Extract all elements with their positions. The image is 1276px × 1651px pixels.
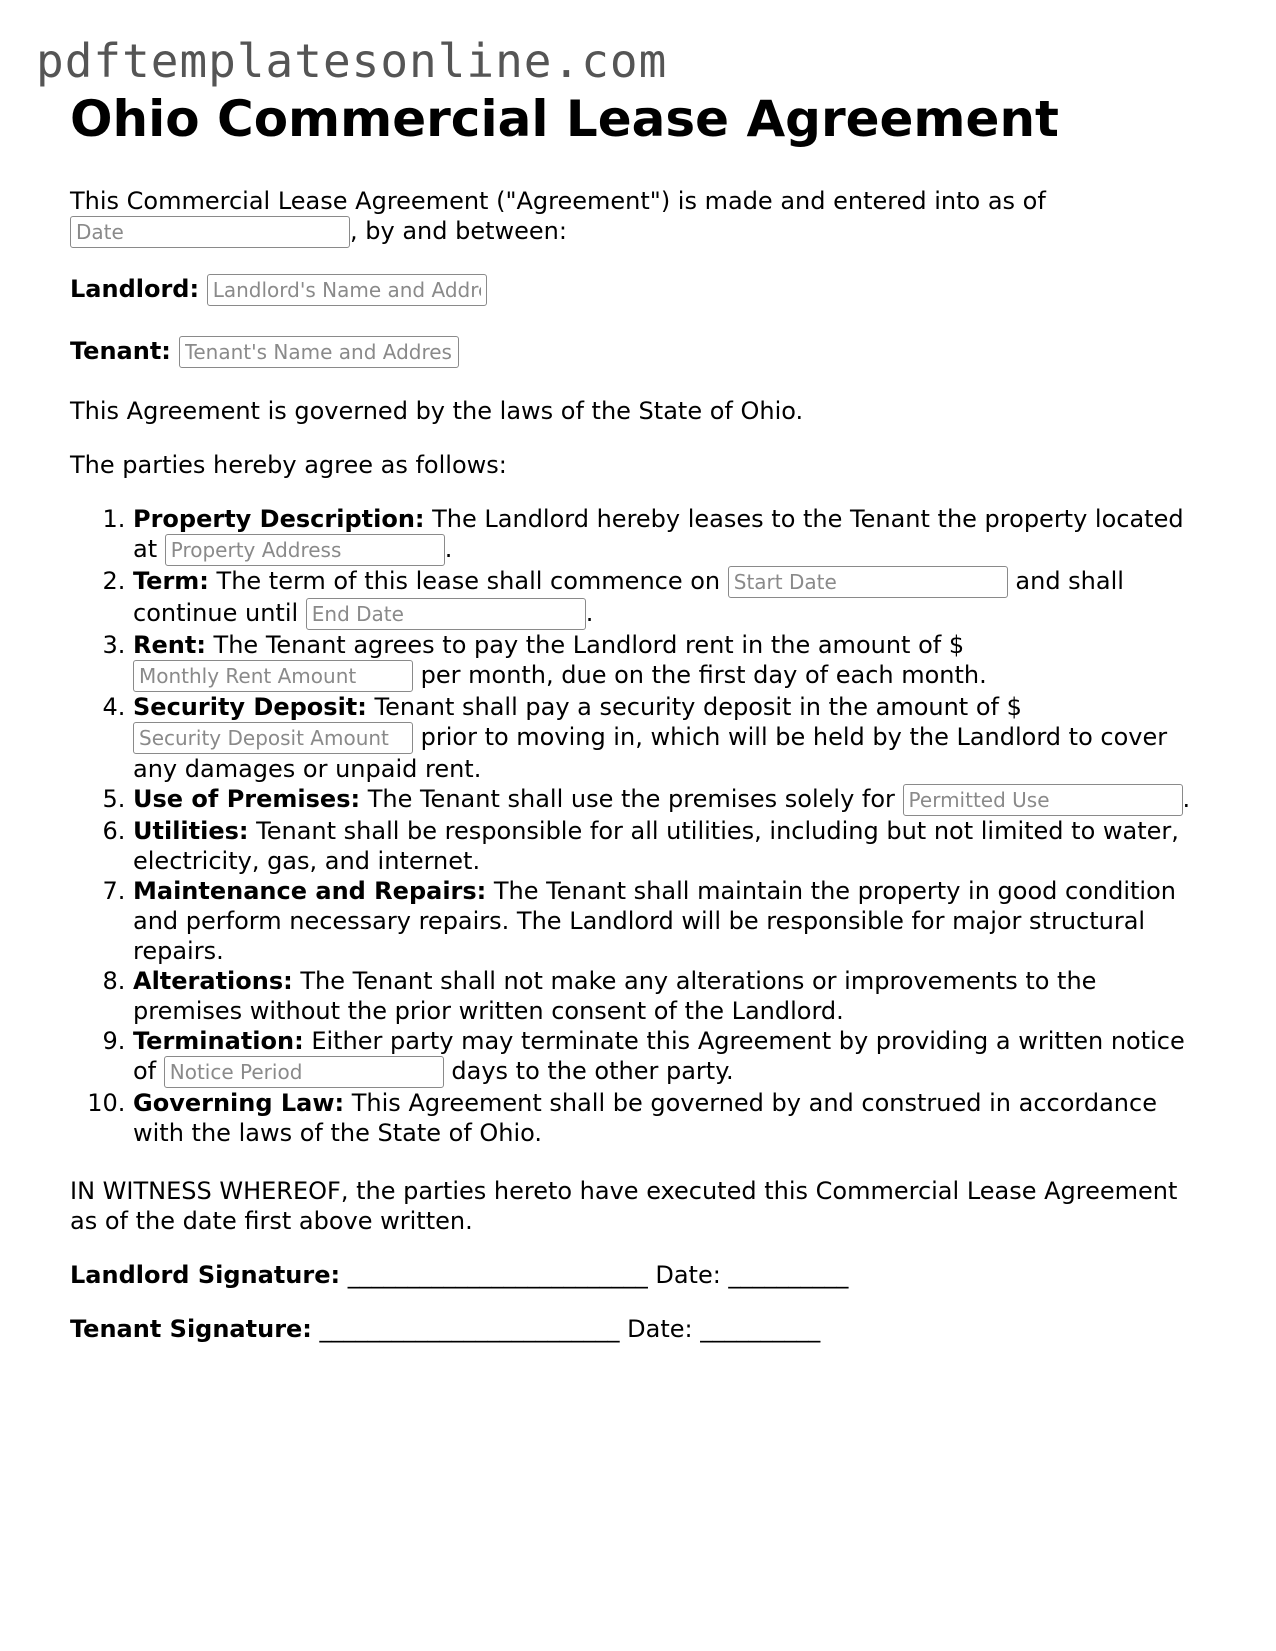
term-term <box>133 566 1210 630</box>
end-date-input[interactable] <box>306 598 586 630</box>
term-property <box>133 504 1210 566</box>
witness-statement: IN WITNESS WHEREOF, the parties hereto have executed this Commercial Lease Agreement as of the date first above written. <box>70 1177 1178 1235</box>
landlord-signature-row <box>70 1260 1210 1290</box>
term-heading: Property Description: <box>133 505 425 533</box>
tenant-signature-row <box>70 1314 1210 1344</box>
terms-list <box>70 504 1210 1148</box>
tenant-label: Tenant: <box>70 337 171 365</box>
landlord-row <box>70 272 1210 306</box>
intro-text-after: , by and between: <box>350 217 567 245</box>
tenant-row <box>70 334 1210 368</box>
term-termination <box>133 1026 1210 1088</box>
term-maintenance <box>133 876 1210 966</box>
term-text: The Tenant shall use the premises solely for <box>360 785 903 813</box>
governed-statement: This Agreement is governed by the laws of the State of Ohio. <box>70 397 804 425</box>
term-text: The term of this lease shall commence on <box>208 567 728 595</box>
monthly-rent-input[interactable] <box>133 660 413 692</box>
landlord-label: Landlord: <box>70 275 200 303</box>
landlord-name-input[interactable] <box>207 274 487 306</box>
term-text: prior to moving in, which will be held by the Landlord to cover any damages or unpaid rent. <box>133 723 1168 783</box>
tenant-name-input[interactable] <box>179 336 459 368</box>
term-heading: Termination: <box>133 1027 304 1055</box>
term-text: per month, due on the first day of each month. <box>413 661 987 689</box>
term-text: The Tenant shall maintain the property in good condition and perform necessary repairs. The Landlord will be responsible for major structural repairs. <box>133 877 1176 965</box>
tenant-signature-line: _________________________ Date: __________ <box>311 1315 821 1343</box>
term-text: The Tenant agrees to pay the Landlord rent in the amount of $ <box>205 631 965 659</box>
term-heading: Maintenance and Repairs: <box>133 877 487 905</box>
term-text: days to the other party. <box>443 1057 734 1085</box>
landlord-signature-label: Landlord Signature: <box>70 1261 341 1289</box>
term-text: Either party may terminate this Agreement by providing a written notice of <box>133 1027 1185 1085</box>
notice-period-input[interactable] <box>164 1056 444 1088</box>
term-heading: Security Deposit: <box>133 693 367 721</box>
intro-text: This Commercial Lease Agreement ("Agreement") is made and entered into as of <box>70 187 1046 215</box>
term-text: Tenant shall pay a security deposit in the amount of $ <box>366 693 1022 721</box>
term-text: The Landlord hereby leases to the Tenant the property located at <box>133 505 1184 563</box>
tenant-signature-label: Tenant Signature: <box>70 1315 312 1343</box>
lease-document <box>70 88 1210 1368</box>
page-title: Ohio Commercial Lease Agreement <box>70 90 1059 148</box>
permitted-use-input[interactable] <box>903 784 1183 816</box>
term-governing-law <box>133 1088 1210 1148</box>
watermark: pdftemplatesonline.com <box>36 34 668 88</box>
term-heading: Utilities: <box>133 817 249 845</box>
term-heading: Alterations: <box>133 967 293 995</box>
term-heading: Rent: <box>133 631 206 659</box>
start-date-input[interactable] <box>728 566 1008 598</box>
landlord-signature-line: _________________________ Date: __________ <box>340 1261 849 1289</box>
term-text: This Agreement shall be governed by and construed in accordance with the laws of the State of Ohio. <box>133 1089 1157 1147</box>
term-utilities <box>133 816 1210 876</box>
term-text: . <box>1182 785 1191 813</box>
term-text: and shall continue until <box>133 567 1124 627</box>
term-use <box>133 784 1210 816</box>
term-text: . <box>585 599 594 627</box>
agree-statement: The parties hereby agree as follows: <box>70 451 507 479</box>
term-text: Tenant shall be responsible for all utilities, including but not limited to water, electricity, gas, and internet. <box>133 817 1179 875</box>
term-alterations <box>133 966 1210 1026</box>
term-heading: Governing Law: <box>133 1089 345 1117</box>
property-address-input[interactable] <box>165 534 445 566</box>
security-deposit-input[interactable] <box>133 722 413 754</box>
term-rent <box>133 630 1210 692</box>
agreement-date-input[interactable] <box>70 216 350 248</box>
term-heading: Use of Premises: <box>133 785 361 813</box>
term-text: The Tenant shall not make any alterations or improvements to the premises without the prior written consent of the Landlord. <box>133 967 1097 1025</box>
term-deposit <box>133 692 1210 784</box>
term-heading: Term: <box>133 567 209 595</box>
term-text: . <box>444 535 453 563</box>
intro-paragraph <box>70 186 1210 248</box>
